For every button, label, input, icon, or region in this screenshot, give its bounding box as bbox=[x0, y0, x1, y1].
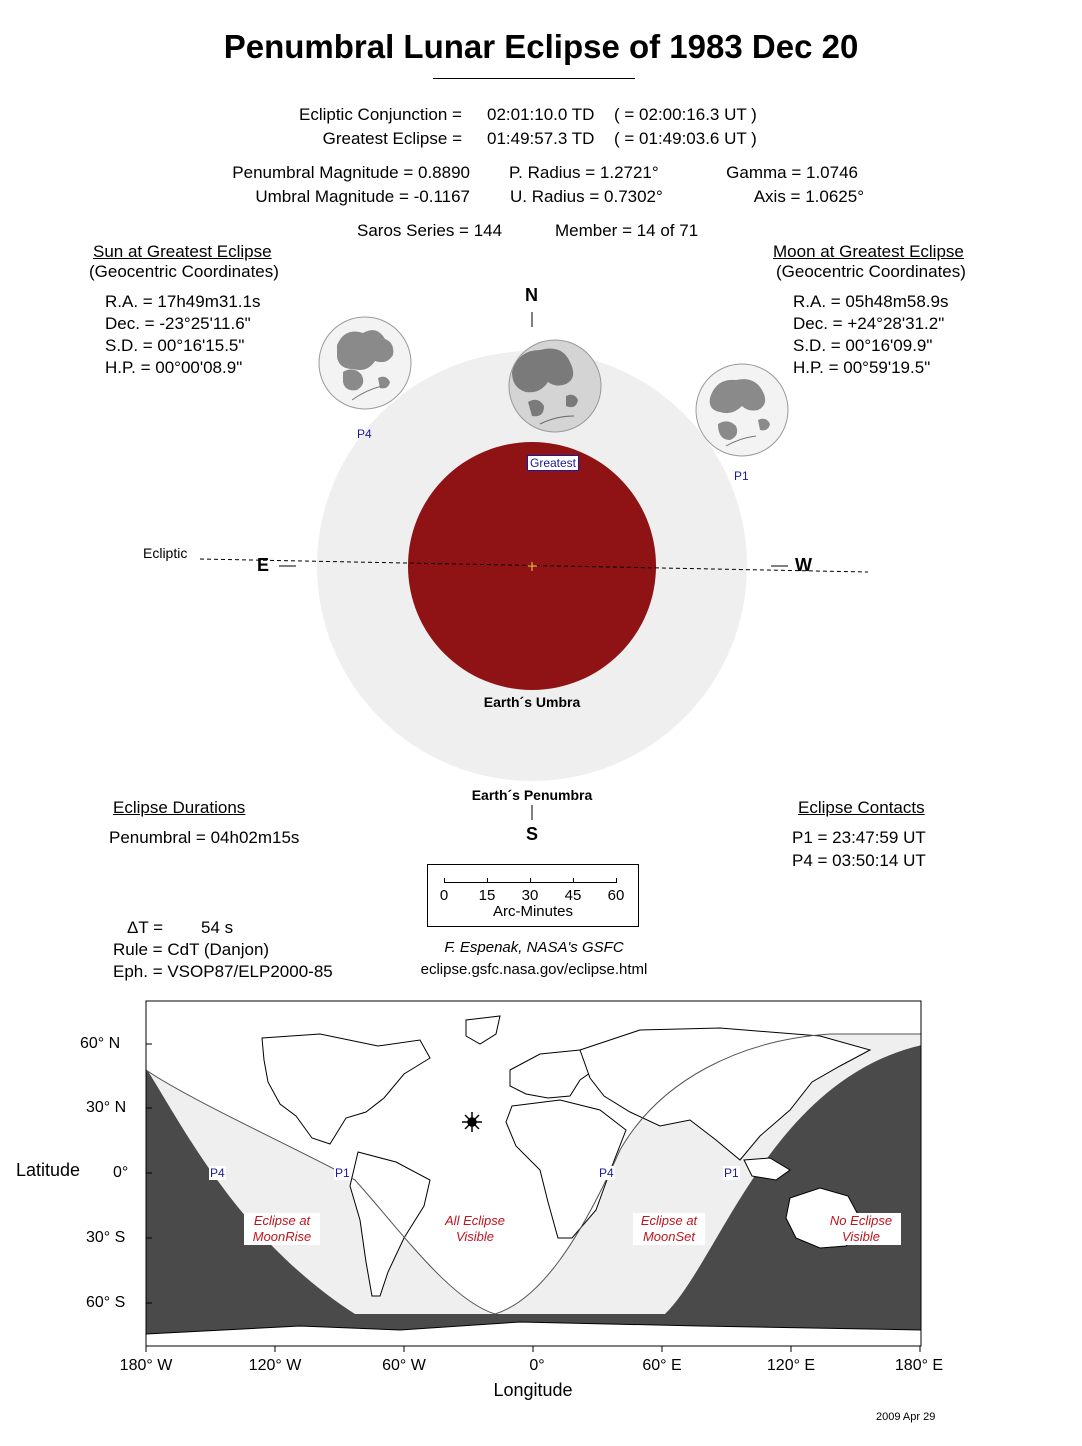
scale-tick-label: 15 bbox=[478, 887, 496, 904]
ecliptic-label: Ecliptic bbox=[143, 545, 188, 561]
longitude-axis-label: Longitude bbox=[493, 1380, 573, 1400]
p4-position-label: P4 bbox=[357, 427, 372, 441]
ephemeris: Eph. = VSOP87/ELP2000-85 bbox=[113, 962, 333, 981]
gamma-value: Gamma = 1.0746 bbox=[726, 163, 858, 182]
greatest-position-label: Greatest bbox=[527, 455, 579, 471]
scale-tick-label: 45 bbox=[564, 887, 582, 904]
source-url: eclipse.gsfc.nasa.gov/eclipse.html bbox=[420, 961, 648, 978]
durations-heading: Eclipse Durations bbox=[113, 798, 246, 817]
map-p4-west-label: P4 bbox=[210, 1166, 225, 1180]
lon-tick-label: 0° bbox=[529, 1357, 545, 1374]
penumbra-label: Earth´s Penumbra bbox=[471, 787, 593, 803]
umbra-label: Earth´s Umbra bbox=[483, 694, 581, 710]
scale-tick-label: 0 bbox=[439, 887, 449, 904]
sun-hp: H.P. = 00°00'08.9" bbox=[105, 358, 243, 377]
moonrise-line-1: Eclipse at bbox=[253, 1213, 311, 1228]
moonset-line-1: Eclipse at bbox=[640, 1213, 698, 1228]
moon-dec: Dec. = +24°28'31.2" bbox=[793, 314, 945, 333]
lon-tick-label: 60° E bbox=[642, 1357, 682, 1374]
moon-heading: Moon at Greatest Eclipse bbox=[773, 242, 964, 261]
sun-sd: S.D. = 00°16'15.5" bbox=[105, 336, 245, 355]
saros-member: Member = 14 of 71 bbox=[555, 221, 699, 240]
no-eclipse-line-1: No Eclipse bbox=[829, 1213, 893, 1228]
no-eclipse-line-2: Visible bbox=[841, 1229, 881, 1244]
map-p1-west-label: P1 bbox=[335, 1166, 350, 1180]
subsolar-point-icon bbox=[462, 1112, 482, 1132]
moonrise-region-label bbox=[244, 1213, 320, 1245]
sun-ra: R.A. = 17h49m31.1s bbox=[105, 292, 261, 311]
contact-p4: P4 = 03:50:14 UT bbox=[792, 851, 926, 870]
moon-sd: S.D. = 00°16'09.9" bbox=[793, 336, 933, 355]
lat-tick-label: 60° S bbox=[86, 1294, 126, 1311]
conjunction-td: 02:01:10.0 TD bbox=[487, 105, 595, 124]
latitude-axis-label: Latitude bbox=[16, 1160, 81, 1180]
penumbra-radius: P. Radius = 1.2721° bbox=[509, 163, 659, 182]
lon-tick-label: 180° W bbox=[119, 1357, 173, 1374]
sun-heading: Sun at Greatest Eclipse bbox=[93, 242, 272, 261]
map-p1-east-label: P1 bbox=[724, 1166, 739, 1180]
contact-p1: P1 = 23:47:59 UT bbox=[792, 828, 926, 847]
moon-hp: H.P. = 00°59'19.5" bbox=[793, 358, 931, 377]
umbra-radius: U. Radius = 0.7302° bbox=[510, 187, 663, 206]
lat-tick-label: 60° N bbox=[80, 1035, 121, 1052]
south-label: S bbox=[526, 824, 539, 844]
conjunction-ut: ( = 02:00:16.3 UT ) bbox=[614, 105, 757, 124]
all-visible-region-label bbox=[437, 1213, 513, 1245]
no-eclipse-region-label bbox=[821, 1213, 901, 1245]
contacts-heading: Eclipse Contacts bbox=[798, 798, 925, 817]
greatest-eclipse-label: Greatest Eclipse = bbox=[322, 129, 462, 148]
sun-dec: Dec. = -23°25'11.6" bbox=[105, 314, 251, 333]
lon-tick-label: 180° E bbox=[894, 1357, 944, 1374]
lat-tick-label: 0° bbox=[113, 1164, 129, 1181]
penumbral-magnitude: Penumbral Magnitude = 0.8890 bbox=[232, 163, 470, 182]
footer-date: 2009 Apr 29 bbox=[876, 1411, 936, 1423]
moonset-region-label bbox=[633, 1213, 705, 1245]
p1-position-label: P1 bbox=[734, 469, 749, 483]
east-label: E bbox=[257, 555, 270, 575]
west-label: W bbox=[795, 555, 812, 575]
scale-tick-label: 60 bbox=[607, 887, 625, 904]
saros-series: Saros Series = 144 bbox=[357, 221, 503, 240]
lon-tick-label: 60° W bbox=[382, 1357, 426, 1374]
map-p4-east-label: P4 bbox=[599, 1166, 614, 1180]
delta-t-value: 54 s bbox=[201, 918, 234, 937]
danjon-rule: Rule = CdT (Danjon) bbox=[113, 940, 270, 959]
sun-subheading: (Geocentric Coordinates) bbox=[89, 262, 279, 281]
credit: F. Espenak, NASA's GSFC bbox=[444, 939, 624, 956]
moonset-line-2: MoonSet bbox=[642, 1229, 696, 1244]
penumbral-duration: Penumbral = 04h02m15s bbox=[109, 828, 300, 847]
scale-unit-label: Arc-Minutes bbox=[492, 903, 574, 920]
greatest-eclipse-td: 01:49:57.3 TD bbox=[487, 129, 595, 148]
all-visible-line-2: Visible bbox=[455, 1229, 495, 1244]
greatest-eclipse-ut: ( = 01:49:03.6 UT ) bbox=[614, 129, 757, 148]
moon-subheading: (Geocentric Coordinates) bbox=[776, 262, 966, 281]
all-visible-line-1: All Eclipse bbox=[445, 1213, 505, 1228]
axis-value: Axis = 1.0625° bbox=[753, 187, 864, 206]
delta-t-label: ΔT = bbox=[127, 918, 164, 937]
moonrise-line-2: MoonRise bbox=[252, 1229, 312, 1244]
north-label: N bbox=[525, 285, 538, 305]
lat-tick-label: 30° N bbox=[86, 1099, 127, 1116]
conjunction-label: Ecliptic Conjunction = bbox=[298, 105, 462, 124]
lat-tick-label: 30° S bbox=[86, 1229, 126, 1246]
moon-ra: R.A. = 05h48m58.9s bbox=[793, 292, 949, 311]
umbral-magnitude: Umbral Magnitude = -0.1167 bbox=[255, 187, 470, 206]
scale-tick-label: 30 bbox=[521, 887, 539, 904]
lon-tick-label: 120° E bbox=[766, 1357, 816, 1374]
page-title: Penumbral Lunar Eclipse of 1983 Dec 20 bbox=[223, 28, 859, 65]
lon-tick-label: 120° W bbox=[248, 1357, 302, 1374]
